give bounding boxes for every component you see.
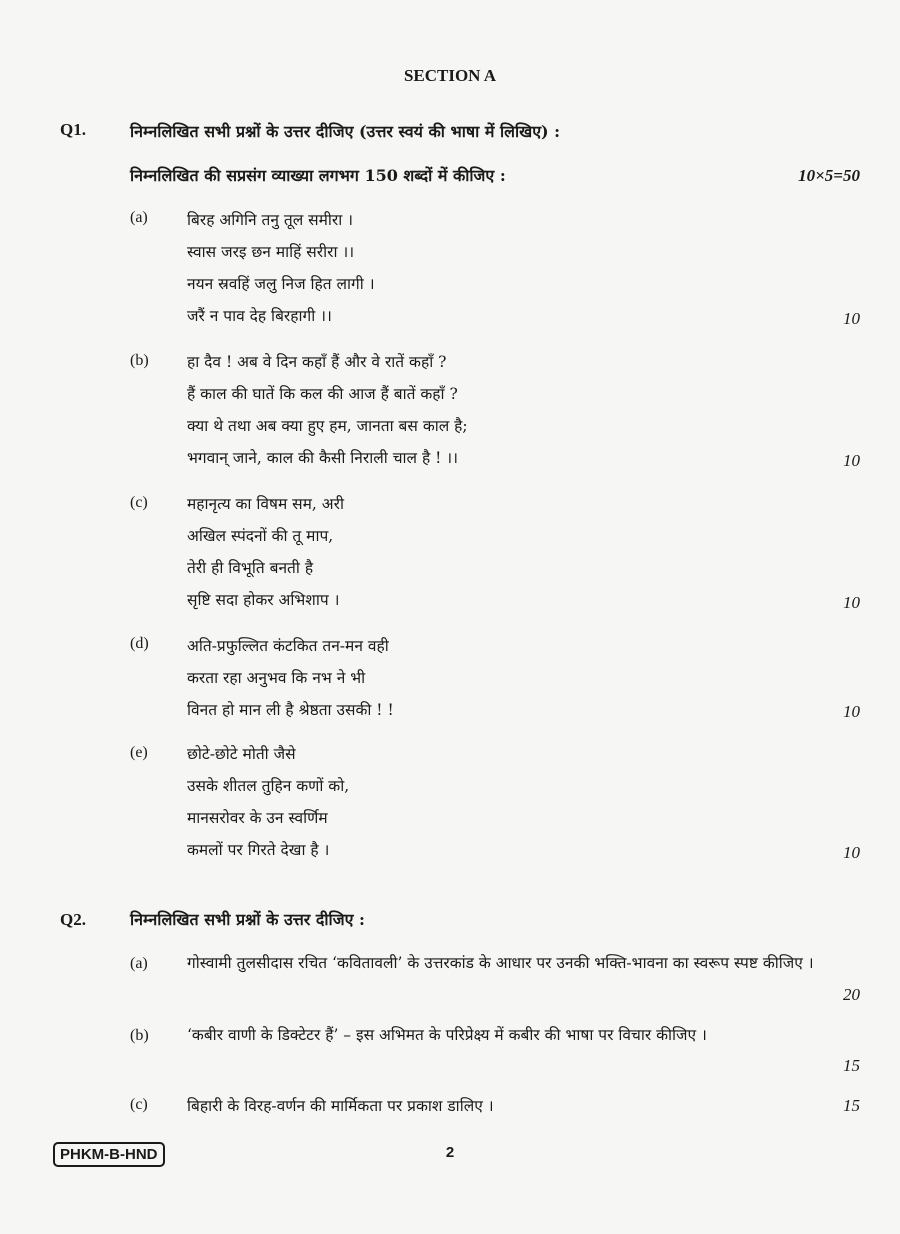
verse-line: स्वास जरइ छन माहिं सरीरा ।। <box>187 243 355 261</box>
q1-part-label: (d) <box>130 635 149 652</box>
q2-part-text: बिहारी के विरह-वर्णन की मार्मिकता पर प्रकाश डालिए । <box>187 1097 494 1115</box>
verse-line: महानृत्य का विषम सम, अरी <box>187 495 344 513</box>
verse-line: तेरी ही विभूति बनती है <box>187 559 314 577</box>
page-number: 2 <box>445 1144 455 1161</box>
q1-total-marks: 10×5=50 <box>798 166 860 185</box>
q1-part-marks: 10 <box>843 309 860 328</box>
q2-part-marks: 15 <box>843 1096 860 1115</box>
verse-line: हा दैव ! अब वे दिन कहाँ हैं और वे रातें कहाँ ? <box>187 353 447 371</box>
q1-instruction: निम्नलिखित सभी प्रश्नों के उत्तर दीजिए (उत्तर स्वयं की भाषा में लिखिए) : <box>130 122 561 141</box>
q1-part-marks: 10 <box>843 593 860 612</box>
verse-line: कमलों पर गिरते देखा है । <box>187 841 330 859</box>
question-number-q1: Q1. <box>60 120 86 139</box>
q1-part-marks: 10 <box>843 702 860 721</box>
q1-part-label: (b) <box>130 352 149 369</box>
q1-part-label: (e) <box>130 744 148 761</box>
q1-part-marks: 10 <box>843 843 860 862</box>
verse-line: भगवान् जाने, काल की कैसी निराली चाल है ! ।। <box>187 449 459 467</box>
verse-line: करता रहा अनुभव कि नभ ने भी <box>187 669 366 687</box>
question-number-q2: Q2. <box>60 910 86 929</box>
verse-line: क्या थे तथा अब क्या हुए हम, जानता बस काल है; <box>187 417 468 435</box>
verse-line: हैं काल की घातें कि कल की आज हैं बातें कहाँ ? <box>187 385 458 403</box>
q2-part-marks: 15 <box>843 1056 860 1075</box>
q1-part-marks: 10 <box>843 451 860 470</box>
q2-part-label: (a) <box>130 955 148 972</box>
q1-part-label: (c) <box>130 494 148 511</box>
verse-line: छोटे-छोटे मोती जैसे <box>187 745 296 763</box>
q2-part-text: गोस्वामी तुलसीदास रचित ‘कवितावली’ के उत्तरकांड के आधार पर उनकी भक्ति-भावना का स्वरूप स्पष्ट कीजिए । <box>187 954 814 972</box>
section-title: SECTION A <box>403 66 497 85</box>
q2-instruction: निम्नलिखित सभी प्रश्नों के उत्तर दीजिए : <box>130 910 365 929</box>
verse-line: जरैं न पाव देह बिरहागी ।। <box>187 307 332 325</box>
paper-code-badge: PHKM-B-HND <box>53 1142 165 1167</box>
verse-line: बिरह अगिनि तनु तूल समीरा । <box>187 211 354 229</box>
verse-line: उसके शीतल तुहिन कणों को, <box>187 777 350 795</box>
q2-part-label: (b) <box>130 1027 149 1044</box>
verse-line: सृष्टि सदा होकर अभिशाप । <box>187 591 340 609</box>
verse-line: विनत हो मान ली है श्रेष्ठता उसकी ! ! <box>187 701 394 719</box>
verse-line: अति-प्रफुल्लित कंटकित तन-मन वही <box>187 637 389 655</box>
verse-line: नयन स्रवहिं जलु निज हित लागी । <box>187 275 375 293</box>
q1-part-label: (a) <box>130 209 148 226</box>
q2-part-label: (c) <box>130 1096 148 1113</box>
verse-line: मानसरोवर के उन स्वर्णिम <box>187 809 328 827</box>
q2-part-text: ‘कबीर वाणी के डिक्टेटर हैं’ – इस अभिमत के परिप्रेक्ष्य में कबीर की भाषा पर विचार कीजिए । <box>187 1026 707 1044</box>
q1-sub-instruction: निम्नलिखित की सप्रसंग व्याख्या लगभग 150 शब्दों में कीजिए : <box>130 166 506 185</box>
q2-part-marks: 20 <box>843 985 860 1004</box>
verse-line: अखिल स्पंदनों की तू माप, <box>187 527 334 545</box>
